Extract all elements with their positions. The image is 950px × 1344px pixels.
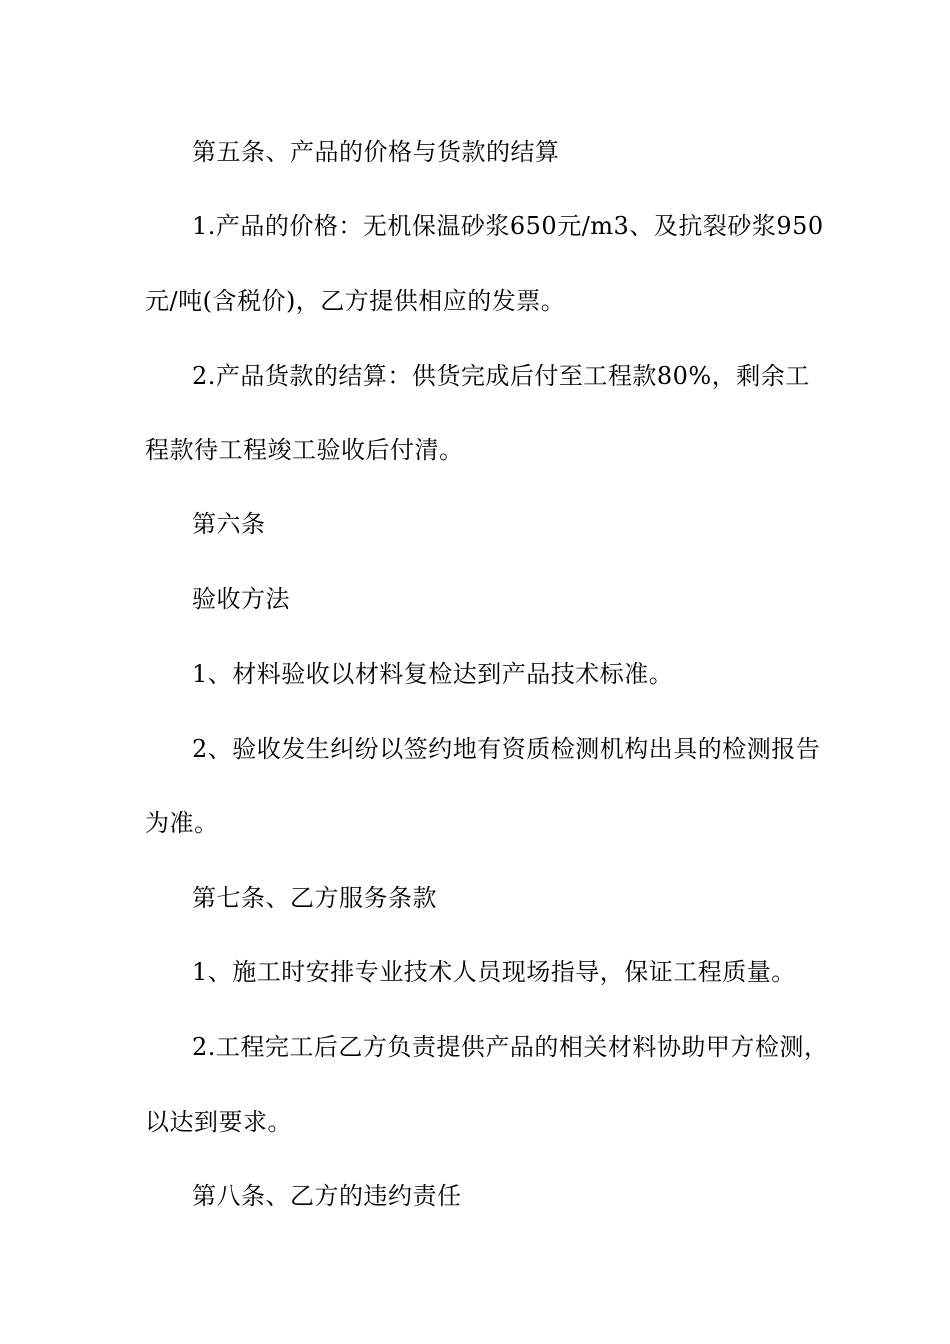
article-6-clause-2-line-1: 2、验收发生纠纷以签约地有资质检测机构出具的检测报告: [192, 735, 821, 763]
article-7-clause-1: 1、施工时安排专业技术人员现场指导，保证工程质量。: [192, 958, 796, 986]
article-6-clause-1: 1、材料验收以材料复检达到产品技术标准。: [192, 660, 674, 688]
article-6-clause-2-line-2: 为准。: [145, 809, 219, 837]
article-5-clause-1-line-1: 1.产品的价格：无机保温砂浆650元/m3、及抗裂砂浆950: [192, 212, 824, 240]
article-7-clause-2-line-1: 2.工程完工后乙方负责提供产品的相关材料协助甲方检测，: [192, 1033, 829, 1061]
article-5-clause-1-line-2: 元/吨(含税价)，乙方提供相应的发票。: [145, 287, 566, 315]
article-5-clause-2-line-2: 程款待工程竣工验收后付清。: [145, 436, 464, 464]
article-8-heading: 第八条、乙方的违约责任: [192, 1182, 462, 1210]
article-6-subheading: 验收方法: [192, 585, 290, 613]
article-7-clause-2-line-2: 以达到要求。: [145, 1108, 292, 1136]
article-7-heading: 第七条、乙方服务条款: [192, 884, 437, 912]
article-6-heading: 第六条: [192, 510, 266, 538]
article-5-clause-2-line-1: 2.产品货款的结算：供货完成后付至工程款80%，剩余工: [192, 362, 810, 390]
article-5-heading: 第五条、产品的价格与货款的结算: [192, 138, 560, 166]
